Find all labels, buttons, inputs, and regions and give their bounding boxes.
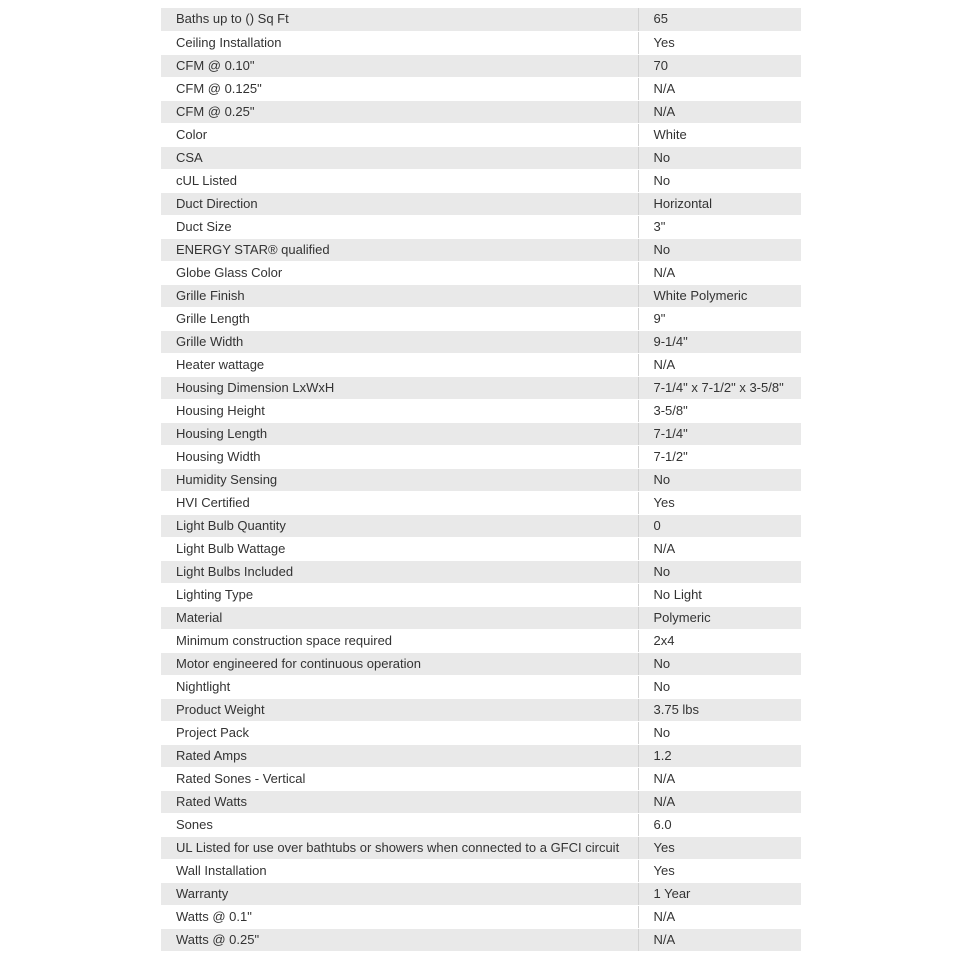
table-row — [161, 744, 801, 767]
table-row — [161, 790, 801, 813]
table-row — [161, 767, 801, 790]
spec-value-cell: No — [638, 652, 801, 675]
spec-value-cell: N/A — [638, 790, 801, 813]
spec-value-cell: White Polymeric — [638, 284, 801, 307]
spec-value-cell: 9" — [638, 307, 801, 330]
table-row — [161, 123, 801, 146]
table-row — [161, 514, 801, 537]
spec-value-cell: N/A — [638, 100, 801, 123]
spec-value-cell: Yes — [638, 491, 801, 514]
spec-name-cell: Watts @ 0.1" — [161, 905, 638, 928]
spec-name-cell: Grille Width — [161, 330, 638, 353]
specifications-table-body — [161, 8, 801, 951]
spec-name-cell: Sones — [161, 813, 638, 836]
spec-value-cell: N/A — [638, 353, 801, 376]
spec-name-cell: Light Bulb Quantity — [161, 514, 638, 537]
table-row — [161, 583, 801, 606]
spec-name-cell: Project Pack — [161, 721, 638, 744]
spec-name-cell: Wall Installation — [161, 859, 638, 882]
table-row — [161, 882, 801, 905]
table-row — [161, 537, 801, 560]
table-row — [161, 215, 801, 238]
spec-value-cell: Polymeric — [638, 606, 801, 629]
table-row — [161, 859, 801, 882]
table-row — [161, 261, 801, 284]
spec-value-cell: 2x4 — [638, 629, 801, 652]
spec-name-cell: Baths up to () Sq Ft — [161, 8, 638, 31]
spec-name-cell: CFM @ 0.10" — [161, 54, 638, 77]
spec-value-cell: 7-1/4" x 7-1/2" x 3-5/8" — [638, 376, 801, 399]
spec-name-cell: Nightlight — [161, 675, 638, 698]
spec-value-cell: 3-5/8" — [638, 399, 801, 422]
spec-value-cell: No — [638, 169, 801, 192]
spec-value-cell: 9-1/4" — [638, 330, 801, 353]
spec-value-cell: N/A — [638, 767, 801, 790]
spec-name-cell: Rated Amps — [161, 744, 638, 767]
spec-value-cell: 7-1/2" — [638, 445, 801, 468]
spec-name-cell: Watts @ 0.25" — [161, 928, 638, 951]
spec-name-cell: Housing Height — [161, 399, 638, 422]
table-row — [161, 905, 801, 928]
table-row — [161, 284, 801, 307]
table-row — [161, 376, 801, 399]
spec-name-cell: Light Bulbs Included — [161, 560, 638, 583]
spec-name-cell: Housing Dimension LxWxH — [161, 376, 638, 399]
spec-name-cell: Grille Length — [161, 307, 638, 330]
table-row — [161, 100, 801, 123]
spec-name-cell: Grille Finish — [161, 284, 638, 307]
table-row — [161, 422, 801, 445]
spec-value-cell: No Light — [638, 583, 801, 606]
spec-name-cell: cUL Listed — [161, 169, 638, 192]
spec-name-cell: CFM @ 0.125" — [161, 77, 638, 100]
spec-name-cell: Duct Size — [161, 215, 638, 238]
spec-name-cell: Duct Direction — [161, 192, 638, 215]
spec-value-cell: Yes — [638, 836, 801, 859]
spec-name-cell: Ceiling Installation — [161, 31, 638, 54]
spec-value-cell: N/A — [638, 905, 801, 928]
spec-name-cell: Heater wattage — [161, 353, 638, 376]
table-row — [161, 353, 801, 376]
spec-name-cell: Warranty — [161, 882, 638, 905]
spec-name-cell: Housing Length — [161, 422, 638, 445]
spec-value-cell: 0 — [638, 514, 801, 537]
spec-value-cell: Yes — [638, 31, 801, 54]
spec-name-cell: Material — [161, 606, 638, 629]
table-row — [161, 836, 801, 859]
table-row — [161, 31, 801, 54]
table-row — [161, 8, 801, 31]
table-row — [161, 330, 801, 353]
spec-value-cell: 70 — [638, 54, 801, 77]
table-row — [161, 192, 801, 215]
spec-name-cell: Lighting Type — [161, 583, 638, 606]
spec-value-cell: No — [638, 721, 801, 744]
spec-name-cell: ENERGY STAR® qualified — [161, 238, 638, 261]
spec-value-cell: No — [638, 468, 801, 491]
table-row — [161, 146, 801, 169]
spec-value-cell: N/A — [638, 77, 801, 100]
spec-value-cell: Yes — [638, 859, 801, 882]
spec-value-cell: N/A — [638, 537, 801, 560]
table-row — [161, 698, 801, 721]
table-row — [161, 560, 801, 583]
table-row — [161, 238, 801, 261]
spec-value-cell: 7-1/4" — [638, 422, 801, 445]
spec-name-cell: CSA — [161, 146, 638, 169]
spec-name-cell: Housing Width — [161, 445, 638, 468]
spec-name-cell: Light Bulb Wattage — [161, 537, 638, 560]
table-row — [161, 307, 801, 330]
spec-value-cell: 6.0 — [638, 813, 801, 836]
spec-value-cell: No — [638, 238, 801, 261]
spec-value-cell: N/A — [638, 261, 801, 284]
spec-name-cell: Product Weight — [161, 698, 638, 721]
spec-value-cell: No — [638, 560, 801, 583]
table-row — [161, 813, 801, 836]
table-row — [161, 54, 801, 77]
spec-name-cell: Color — [161, 123, 638, 146]
spec-value-cell: White — [638, 123, 801, 146]
table-row — [161, 445, 801, 468]
spec-value-cell: 65 — [638, 8, 801, 31]
spec-name-cell: Globe Glass Color — [161, 261, 638, 284]
spec-value-cell: No — [638, 146, 801, 169]
spec-value-cell: 1 Year — [638, 882, 801, 905]
spec-name-cell: Humidity Sensing — [161, 468, 638, 491]
table-row — [161, 629, 801, 652]
table-row — [161, 491, 801, 514]
spec-name-cell: CFM @ 0.25" — [161, 100, 638, 123]
spec-name-cell: UL Listed for use over bathtubs or showers when connected to a GFCI circuit — [161, 836, 638, 859]
spec-name-cell: Rated Sones - Vertical — [161, 767, 638, 790]
spec-value-cell: No — [638, 675, 801, 698]
table-row — [161, 169, 801, 192]
table-row — [161, 468, 801, 491]
table-row — [161, 399, 801, 422]
spec-value-cell: Horizontal — [638, 192, 801, 215]
table-row — [161, 721, 801, 744]
spec-name-cell: Motor engineered for continuous operation — [161, 652, 638, 675]
spec-name-cell: HVI Certified — [161, 491, 638, 514]
spec-value-cell: 1.2 — [638, 744, 801, 767]
spec-value-cell: 3" — [638, 215, 801, 238]
table-row — [161, 606, 801, 629]
table-row — [161, 77, 801, 100]
spec-name-cell: Minimum construction space required — [161, 629, 638, 652]
table-row — [161, 675, 801, 698]
spec-name-cell: Rated Watts — [161, 790, 638, 813]
table-row — [161, 928, 801, 951]
spec-value-cell: N/A — [638, 928, 801, 951]
specifications-table — [161, 8, 801, 952]
spec-value-cell: 3.75 lbs — [638, 698, 801, 721]
table-row — [161, 652, 801, 675]
